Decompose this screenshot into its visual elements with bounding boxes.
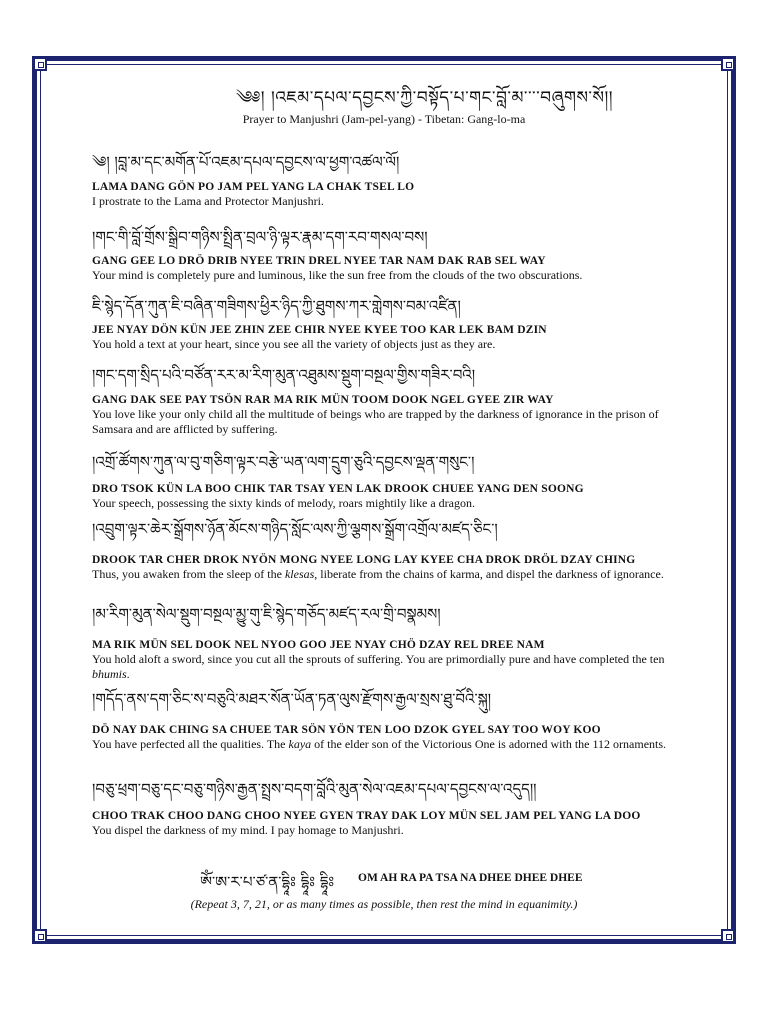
verse-phonetic: GANG DAK SEE PAY TSÖN RAR MA RIK MÜN TOOM DOOK NGEL GYEE ZIR WAY: [92, 394, 554, 406]
border-corner-ornament: [33, 929, 47, 943]
verse-translation: You hold a text at your heart, since you see all the variety of objects just as they are.: [92, 337, 496, 351]
verse-phonetic: DRO TSOK KÜN LA BOO CHIK TAR TSAY YEN LAK DROOK CHUEE YANG DEN SOONG: [92, 483, 584, 495]
page-subtitle: Prayer to Manjushri (Jam-pel-yang) - Tibetan: Gang-lo-ma: [242, 112, 526, 126]
verse-phonetic: CHOO TRAK CHOO DANG CHOO NYEE GYEN TRAY DAK LOY MÜN SEL JAM PEL YANG LA DOO: [92, 810, 641, 822]
verse-tibetan: །གང་གི་བློ་གྲོས་སྒྲིབ་གཉིས་སྤྲིན་བྲལ་ཉི་ལྟར་རྣམ་དག་རབ་གསལ་བས།: [92, 228, 428, 246]
verse-phonetic: GANG GEE LO DRÖ DRIB NYEE TRIN DREL NYEE TAR NAM DAK RAB SEL WAY: [92, 255, 546, 267]
verse-tibetan: །མ་རིག་མུན་སེལ་སྡུག་བསྔལ་མྱུ་གུ་ཇི་སྙེད་གཅོད་མཛད་རལ་གྲི་བསྣམས།: [92, 605, 441, 623]
verse-block: [92, 519, 692, 582]
border-corner-ornament: [33, 57, 47, 71]
verse-phonetic: LAMA DANG GÖN PO JAM PEL YANG LA CHAK TSEL LO: [92, 181, 415, 193]
verse-translation: Your speech, possessing the sixty kinds of melody, roars mightily like a dragon.: [92, 496, 475, 510]
mantra-tibetan: ཨོཾ་ཨ་ར་པ་ཙ་ན་དྷཱིཿ དྷཱིཿ དྷཱིཿ: [200, 873, 335, 891]
mantra-phonetic: OM AH RA PA TSA NA DHEE DHEE DHEE: [358, 872, 583, 884]
verse-translation: You hold aloft a sword, since you cut all the sprouts of suffering. You are primordially pure and have completed the ten bhumis.: [92, 652, 665, 681]
verse-tibetan: །འགྲོ་ཚོགས་ཀུན་ལ་བུ་གཅིག་ལྟར་བརྩེ་ཡན་ལག་དྲུག་ཅུའི་དབྱངས་ལྡན་གསུང་།: [92, 453, 475, 471]
tibetan-title: ༄༅། །འཇམ་དཔལ་དབྱངས་ཀྱི་བསྟོད་པ་གང་བློ་མ་་་་བཞུགས་སོ།།: [236, 88, 614, 108]
verse-phonetic: DROOK TAR CHER DROK NYÖN MONG NYEE LONG LAY KYEE CHA DROK DRÖL DZAY CHING: [92, 554, 636, 566]
verse-phonetic: DÖ NAY DAK CHING SA CHUEE TAR SÖN YÖN TEN LOO DZOK GYEL SAY TOO WOY KOO: [92, 724, 601, 736]
verse-block: [92, 779, 692, 838]
verse-translation: You dispel the darkness of my mind. I pay homage to Manjushri.: [92, 823, 404, 837]
verse-translation: You have perfected all the qualities. The kaya of the elder son of the Victorious One is adorned with the 112 ornaments.: [92, 737, 667, 751]
verse-tibetan: །བཅུ་ཕྲག་བཅུ་དང་བཅུ་གཉིས་རྒྱན་སྤྲས་བདག་བློའི་མུན་སེལ་འཇམ་དཔལ་དབྱངས་ལ་འདུད།།: [92, 780, 537, 798]
verse-tibetan: །གདོད་ནས་དག་ཅིང་ས་བཅུའི་མཐར་སོན་ཡོན་ཏན་ལུས་རྫོགས་རྒྱལ་སྲས་ཐུ་བོའི་སྐུ།: [92, 690, 492, 708]
verse-translation: Your mind is completely pure and luminous, like the sun free from the clouds of the two obscurations.: [92, 268, 583, 282]
verse-translation: You love like your only child all the multitude of beings who are trapped by the darkness of ignorance in the prison of Samsara and are afflicted by suffering.: [92, 407, 659, 436]
verse-tibetan: །གང་དག་སྲིད་པའི་བཙོན་རར་མ་རིག་མུན་འཐུམས་སྡུག་བསྔལ་གྱིས་གཟིར་བའི།: [92, 366, 476, 384]
verse-block: [92, 604, 692, 682]
verse-block: [92, 365, 692, 437]
verse-tibetan: ཇི་སྙེད་དོན་ཀུན་ཇི་བཞིན་གཟིགས་ཕྱིར་ཉིད་ཀྱི་ཐུགས་ཀར་གླེགས་བམ་འཛིན།: [92, 297, 461, 315]
verse-phonetic: JEE NYAY DÖN KÜN JEE ZHIN ZEE CHIR NYEE KYEE TOO KAR LEK BAM DZIN: [92, 324, 547, 336]
verse-block: [92, 689, 692, 752]
border-corner-ornament: [721, 929, 735, 943]
repeat-instruction: (Repeat 3, 7, 21, or as many times as possible, then rest the mind in equanimity.): [190, 897, 578, 911]
verse-block: [92, 452, 692, 511]
verse-block: [92, 152, 692, 209]
term-klesas: klesas: [284, 567, 315, 581]
verse-block: [92, 296, 692, 352]
term-bhumis: bhumis: [92, 667, 127, 681]
verse-phonetic: MA RIK MÜN SEL DOOK NEL NYOO GOO JEE NYAY CHÖ DZAY REL DREE NAM: [92, 639, 545, 651]
verse-tibetan: ༄། །བླ་མ་དང་མགོན་པོ་འཇམ་དཔལ་དབྱངས་ལ་ཕྱག་འཚལ་ལོ།: [92, 153, 400, 171]
border-corner-ornament: [721, 57, 735, 71]
verse-block: [92, 227, 692, 283]
verse-tibetan: །འབྲུག་ལྟར་ཆེར་སྒྲོགས་ཉོན་མོངས་གཉིད་སློང་ལས་ཀྱི་ལྕགས་སྒྲོག་འགྲོལ་མཛད་ཅིང་།: [92, 520, 498, 538]
term-kaya: kaya: [288, 737, 312, 751]
verse-translation: Thus, you awaken from the sleep of the klesas, liberate from the chains of karma, and dispel the darkness of ignorance.: [92, 567, 664, 581]
verse-translation: I prostrate to the Lama and Protector Manjushri.: [92, 194, 324, 208]
